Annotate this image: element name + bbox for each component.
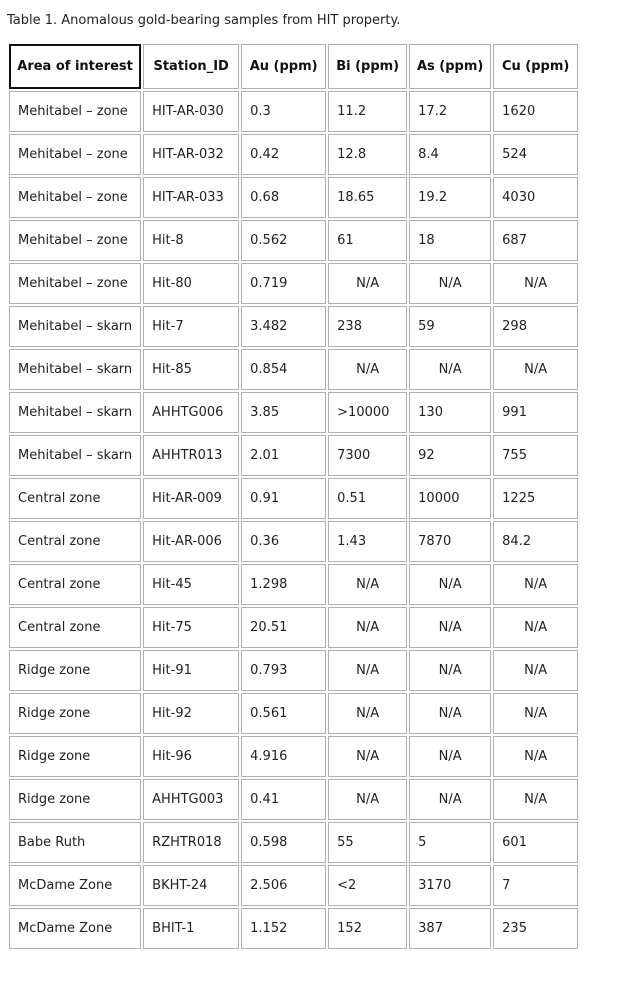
cu-cell: 84.2 [493, 521, 578, 562]
station-id-cell: Hit-96 [143, 736, 239, 777]
header-cu: Cu (ppm) [493, 44, 578, 89]
table-row [9, 607, 578, 648]
table-row [9, 134, 578, 175]
station-id-cell: Hit-8 [143, 220, 239, 261]
au-cell: 0.561 [241, 693, 326, 734]
table-row [9, 478, 578, 519]
as-cell: 59 [409, 306, 491, 347]
as-cell: N/A [409, 693, 491, 734]
station-id-cell: RZHTR018 [143, 822, 239, 863]
au-cell: 0.68 [241, 177, 326, 218]
bi-cell: 11.2 [328, 91, 407, 132]
cu-cell: 235 [493, 908, 578, 949]
as-cell: N/A [409, 607, 491, 648]
table-header-row [9, 44, 578, 89]
bi-cell: 1.43 [328, 521, 407, 562]
station-id-cell: AHHTG003 [143, 779, 239, 820]
table-caption: Table 1. Anomalous gold-bearing samples from HIT property. [7, 13, 401, 28]
area-cell: Central zone [9, 607, 141, 648]
table-row [9, 779, 578, 820]
as-cell: 19.2 [409, 177, 491, 218]
area-cell: Mehitabel – zone [9, 177, 141, 218]
cu-cell: 298 [493, 306, 578, 347]
au-cell: 0.36 [241, 521, 326, 562]
au-cell: 3.85 [241, 392, 326, 433]
station-id-cell: Hit-75 [143, 607, 239, 648]
bi-cell: 18.65 [328, 177, 407, 218]
as-cell: 92 [409, 435, 491, 476]
au-cell: 0.3 [241, 91, 326, 132]
bi-cell: N/A [328, 607, 407, 648]
table-row [9, 564, 578, 605]
au-cell: 0.41 [241, 779, 326, 820]
station-id-cell: BHIT-1 [143, 908, 239, 949]
area-cell: Mehitabel – skarn [9, 435, 141, 476]
cu-cell: N/A [493, 564, 578, 605]
au-cell: 2.01 [241, 435, 326, 476]
area-cell: Ridge zone [9, 736, 141, 777]
bi-cell: 12.8 [328, 134, 407, 175]
cu-cell: 601 [493, 822, 578, 863]
area-cell: Babe Ruth [9, 822, 141, 863]
bi-cell: N/A [328, 263, 407, 304]
as-cell: 3170 [409, 865, 491, 906]
station-id-cell: Hit-91 [143, 650, 239, 691]
au-cell: 0.562 [241, 220, 326, 261]
as-cell: 8.4 [409, 134, 491, 175]
au-cell: 0.598 [241, 822, 326, 863]
cu-cell: N/A [493, 736, 578, 777]
cu-cell: 991 [493, 392, 578, 433]
bi-cell: N/A [328, 650, 407, 691]
table-row [9, 736, 578, 777]
area-cell: Mehitabel – zone [9, 134, 141, 175]
header-station-id: Station_ID [143, 44, 239, 89]
table-row [9, 865, 578, 906]
cu-cell: N/A [493, 693, 578, 734]
station-id-cell: BKHT-24 [143, 865, 239, 906]
table-row [9, 306, 578, 347]
station-id-cell: Hit-7 [143, 306, 239, 347]
table-body [9, 91, 578, 949]
table-row [9, 693, 578, 734]
as-cell: N/A [409, 564, 491, 605]
table-row [9, 263, 578, 304]
area-cell: Mehitabel – skarn [9, 392, 141, 433]
area-cell: Mehitabel – zone [9, 263, 141, 304]
as-cell: 5 [409, 822, 491, 863]
as-cell: N/A [409, 349, 491, 390]
area-cell: McDame Zone [9, 908, 141, 949]
area-cell: Ridge zone [9, 650, 141, 691]
table-row [9, 349, 578, 390]
bi-cell: 152 [328, 908, 407, 949]
area-cell: Central zone [9, 521, 141, 562]
au-cell: 4.916 [241, 736, 326, 777]
area-cell: Mehitabel – skarn [9, 306, 141, 347]
header-area-of-interest[interactable]: Area of interest [9, 44, 141, 89]
cu-cell: 755 [493, 435, 578, 476]
cu-cell: 524 [493, 134, 578, 175]
table-row [9, 91, 578, 132]
au-cell: 3.482 [241, 306, 326, 347]
as-cell: N/A [409, 650, 491, 691]
station-id-cell: AHHTR013 [143, 435, 239, 476]
station-id-cell: AHHTG006 [143, 392, 239, 433]
au-cell: 0.793 [241, 650, 326, 691]
samples-table [7, 42, 580, 951]
area-cell: Central zone [9, 478, 141, 519]
area-cell: Mehitabel – zone [9, 220, 141, 261]
as-cell: 7870 [409, 521, 491, 562]
station-id-cell: Hit-AR-006 [143, 521, 239, 562]
au-cell: 0.42 [241, 134, 326, 175]
station-id-cell: Hit-80 [143, 263, 239, 304]
station-id-cell: HIT-AR-032 [143, 134, 239, 175]
cu-cell: N/A [493, 607, 578, 648]
station-id-cell: HIT-AR-033 [143, 177, 239, 218]
table-row [9, 177, 578, 218]
au-cell: 2.506 [241, 865, 326, 906]
station-id-cell: Hit-85 [143, 349, 239, 390]
station-id-cell: HIT-AR-030 [143, 91, 239, 132]
as-cell: 18 [409, 220, 491, 261]
bi-cell: N/A [328, 736, 407, 777]
table-row [9, 435, 578, 476]
au-cell: 20.51 [241, 607, 326, 648]
area-cell: Central zone [9, 564, 141, 605]
table-row [9, 220, 578, 261]
as-cell: 17.2 [409, 91, 491, 132]
cu-cell: N/A [493, 263, 578, 304]
area-cell: Mehitabel – skarn [9, 349, 141, 390]
area-cell: McDame Zone [9, 865, 141, 906]
area-cell: Ridge zone [9, 779, 141, 820]
header-au: Au (ppm) [241, 44, 326, 89]
header-bi: Bi (ppm) [328, 44, 407, 89]
table-row [9, 908, 578, 949]
station-id-cell: Hit-AR-009 [143, 478, 239, 519]
au-cell: 0.854 [241, 349, 326, 390]
bi-cell: 238 [328, 306, 407, 347]
as-cell: 10000 [409, 478, 491, 519]
cu-cell: 1620 [493, 91, 578, 132]
cu-cell: N/A [493, 779, 578, 820]
au-cell: 0.719 [241, 263, 326, 304]
as-cell: N/A [409, 779, 491, 820]
cu-cell: 1225 [493, 478, 578, 519]
cu-cell: N/A [493, 650, 578, 691]
bi-cell: N/A [328, 779, 407, 820]
station-id-cell: Hit-45 [143, 564, 239, 605]
bi-cell: N/A [328, 693, 407, 734]
station-id-cell: Hit-92 [143, 693, 239, 734]
bi-cell: 55 [328, 822, 407, 863]
au-cell: 1.152 [241, 908, 326, 949]
cu-cell: 7 [493, 865, 578, 906]
au-cell: 0.91 [241, 478, 326, 519]
au-cell: 1.298 [241, 564, 326, 605]
table-row [9, 822, 578, 863]
cu-cell: 4030 [493, 177, 578, 218]
cu-cell: 687 [493, 220, 578, 261]
bi-cell: N/A [328, 349, 407, 390]
as-cell: N/A [409, 736, 491, 777]
bi-cell: 61 [328, 220, 407, 261]
area-cell: Ridge zone [9, 693, 141, 734]
as-cell: 130 [409, 392, 491, 433]
table-row [9, 392, 578, 433]
bi-cell: >10000 [328, 392, 407, 433]
as-cell: N/A [409, 263, 491, 304]
as-cell: 387 [409, 908, 491, 949]
header-as: As (ppm) [409, 44, 491, 89]
bi-cell: <2 [328, 865, 407, 906]
table-row [9, 650, 578, 691]
bi-cell: 7300 [328, 435, 407, 476]
bi-cell: 0.51 [328, 478, 407, 519]
area-cell: Mehitabel – zone [9, 91, 141, 132]
table-row [9, 521, 578, 562]
cu-cell: N/A [493, 349, 578, 390]
bi-cell: N/A [328, 564, 407, 605]
